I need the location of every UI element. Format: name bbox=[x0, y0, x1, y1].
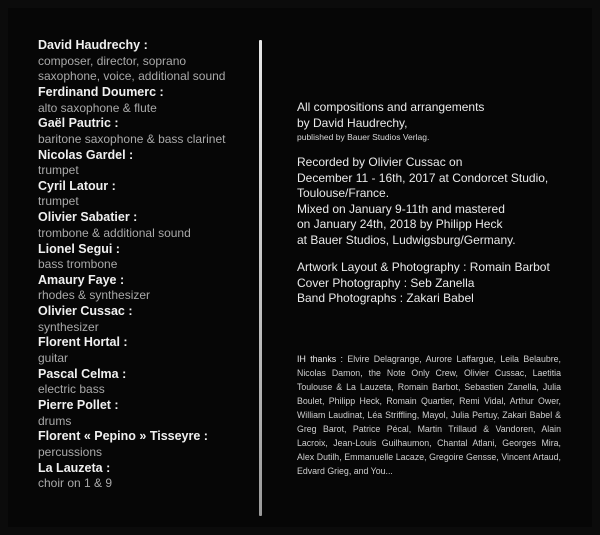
musician-role: drums bbox=[38, 413, 72, 428]
musician-role: percussions bbox=[38, 444, 103, 459]
musician-entry bbox=[38, 38, 253, 85]
vertical-divider bbox=[259, 40, 262, 516]
recording-line: Toulouse/France. bbox=[297, 186, 390, 200]
musician-name: Gaël Pautric : bbox=[38, 116, 119, 131]
musician-entry bbox=[38, 429, 253, 460]
musician-entry bbox=[38, 242, 253, 273]
musician-entry bbox=[38, 367, 253, 398]
recording-line: December 11 - 16th, 2017 at Condorcet Studio, bbox=[297, 170, 549, 185]
musician-name: Florent Hortal : bbox=[38, 335, 128, 350]
thanks-text: Elvire Delagrange, Aurore Laffargue, Leila Belaubre, Nicolas Damon, the Note Only Crew, Olivier Cussac, Laetitia Toulouse & La Lauzeta, Romain Barbot, Sebastien Zanella, Julia Boulet, Philipp Heck, Romain Quartier, Remi Vidal, Arthur Ower, William Laudinat, Léa Striffling, Mayol, Julia Pertuy, Zakari Babel & Greg Barot, Patrice Pécal, Martin Trillaud & Vandoren, Alain Lacroix, Jean-Louis Guilhaumon, Chantal Atlani, Georges Mira, Alex Dutilh, Emmanuelle Lacaze, Gregoire Gensse, Vincent Artaud, Edvard Grieg, and You... bbox=[297, 354, 561, 476]
musician-name: Olivier Sabatier : bbox=[38, 210, 138, 225]
compositions-line-2: by David Haudrechy, bbox=[297, 115, 408, 130]
recording-line: on January 24th, 2018 by Philipp Heck bbox=[297, 217, 503, 231]
musician-role: rhodes & synthesizer bbox=[38, 288, 151, 303]
musician-role: choir on 1 & 9 bbox=[38, 476, 113, 491]
musician-entry bbox=[38, 461, 253, 492]
musician-role: trombone & additional sound bbox=[38, 225, 191, 240]
musician-entry bbox=[38, 179, 253, 210]
musician-entry bbox=[38, 335, 253, 366]
musician-role: trumpet bbox=[38, 194, 79, 209]
musician-name: David Haudrechy : bbox=[38, 38, 148, 52]
musician-name: Cyril Latour : bbox=[38, 178, 116, 193]
publisher-line: published by Bauer Studios Verlag. bbox=[297, 132, 430, 142]
recording-line: at Bauer Studios, Ludwigsburg/Germany. bbox=[297, 232, 516, 247]
musician-role: baritone saxophone & bass clarinet bbox=[38, 131, 226, 146]
artwork-line: Artwork Layout & Photography : Romain Barbot bbox=[297, 260, 550, 274]
musician-entry bbox=[38, 85, 253, 116]
musician-role: guitar bbox=[38, 350, 69, 365]
artwork-line: Band Photographs : Zakari Babel bbox=[297, 291, 474, 305]
compositions-line-1: All compositions and arrangements bbox=[297, 100, 485, 114]
musician-name: Lionel Segui : bbox=[38, 241, 120, 256]
musician-entry bbox=[38, 116, 253, 147]
musician-name: Amaury Faye : bbox=[38, 272, 125, 287]
musician-role: electric bass bbox=[38, 382, 105, 397]
musician-entry bbox=[38, 148, 253, 179]
artwork-line: Cover Photography : Seb Zanella bbox=[297, 275, 475, 290]
musician-role: saxophone, voice, additional sound bbox=[38, 69, 226, 84]
musician-name: Olivier Cussac : bbox=[38, 304, 133, 319]
musician-entry bbox=[38, 398, 253, 429]
musician-entry bbox=[38, 304, 253, 335]
thanks-label: IH thanks : bbox=[297, 354, 343, 364]
musician-entry bbox=[38, 210, 253, 241]
musician-role: trumpet bbox=[38, 163, 79, 178]
recording-line: Mixed on January 9-11th and mastered bbox=[297, 201, 505, 216]
musician-name: La Lauzeta : bbox=[38, 460, 111, 475]
thanks-paragraph bbox=[297, 352, 561, 478]
musician-role: bass trombone bbox=[38, 257, 118, 272]
musician-list bbox=[38, 38, 253, 492]
musician-name: Pascal Celma : bbox=[38, 366, 127, 381]
musician-entry bbox=[38, 273, 253, 304]
musician-role: alto saxophone & flute bbox=[38, 100, 157, 115]
credits-block bbox=[297, 100, 567, 307]
musician-name: Florent « Pepino » Tisseyre : bbox=[38, 429, 208, 444]
musician-role: synthesizer bbox=[38, 319, 99, 334]
musician-name: Ferdinand Doumerc : bbox=[38, 85, 164, 100]
musician-role: composer, director, soprano bbox=[38, 53, 187, 68]
musician-name: Pierre Pollet : bbox=[38, 398, 119, 413]
recording-line: Recorded by Olivier Cussac on bbox=[297, 155, 463, 169]
musician-name: Nicolas Gardel : bbox=[38, 147, 134, 162]
